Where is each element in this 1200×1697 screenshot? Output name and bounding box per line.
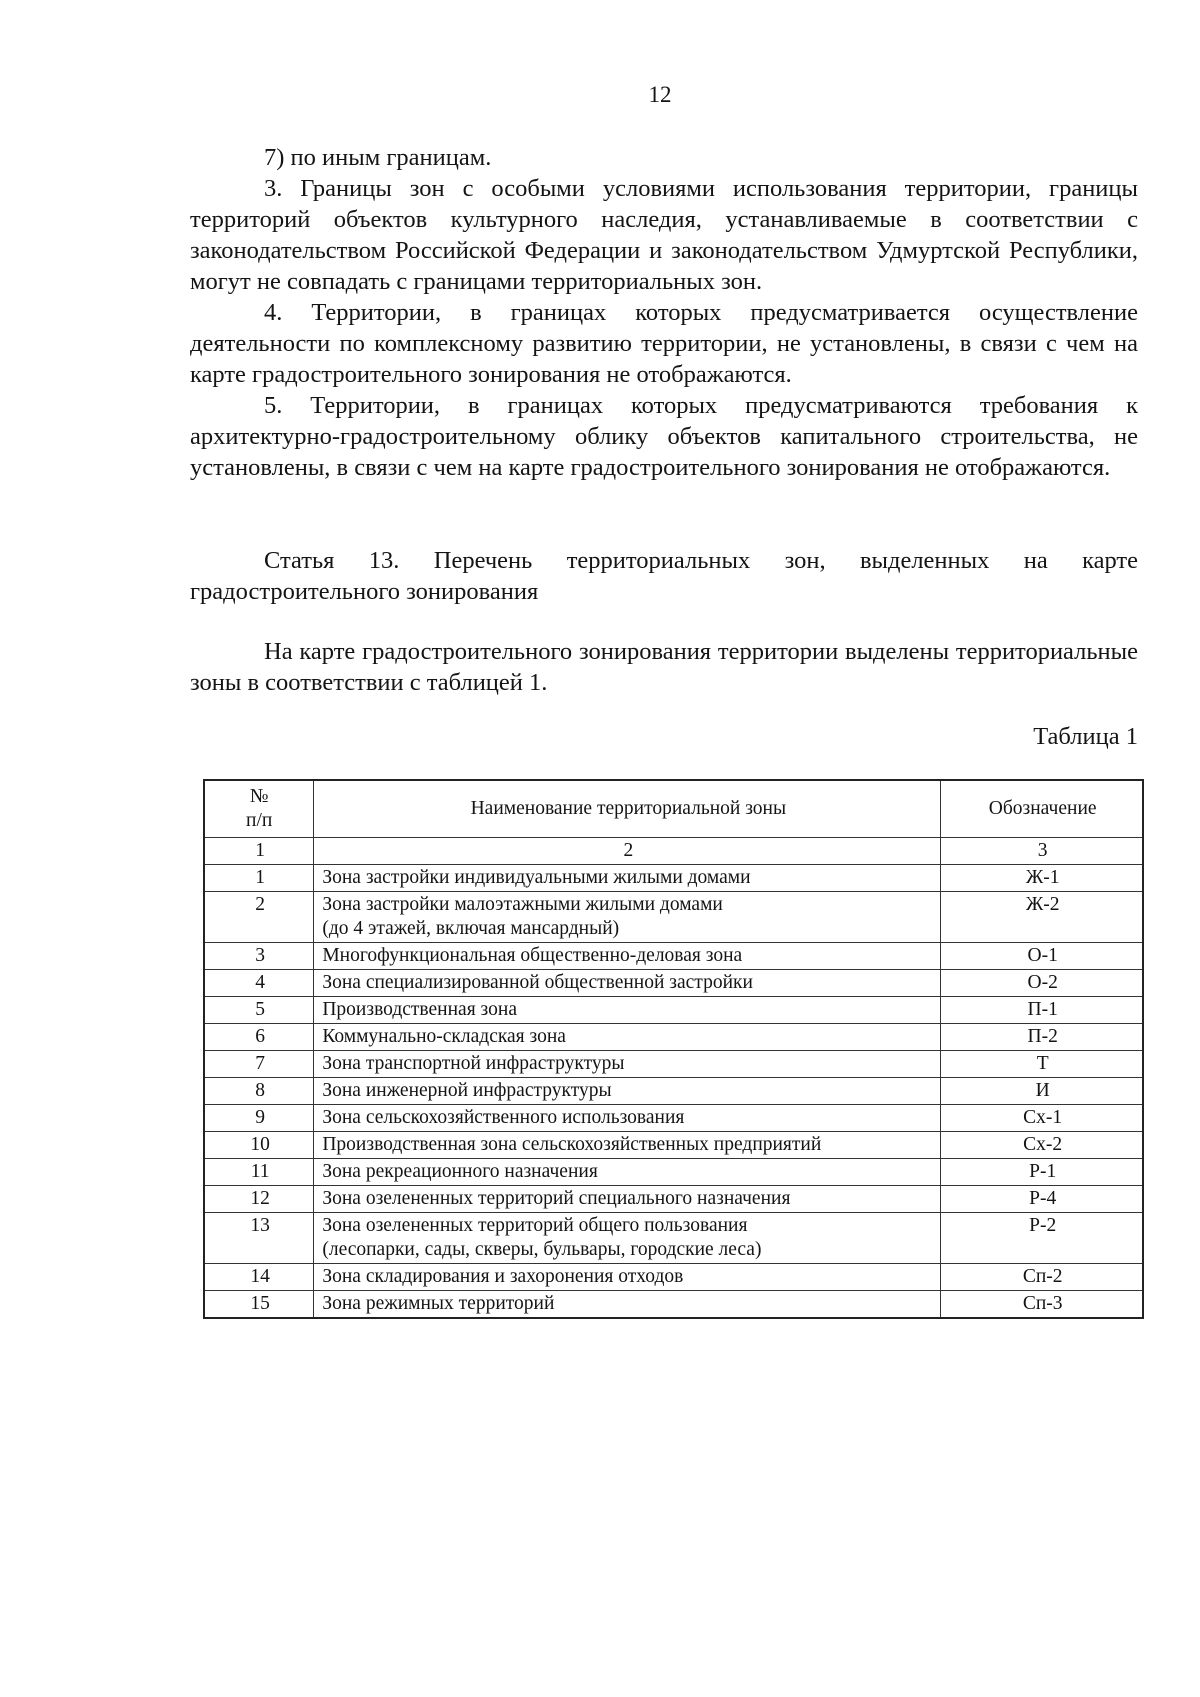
zone-code: Т: [941, 1051, 1143, 1078]
article-heading: Статья 13. Перечень территориальных зон, выделенных на карте градостроительного зонирования: [190, 547, 1138, 605]
row-number: 4: [204, 970, 314, 997]
table-header-row: [204, 780, 1143, 838]
header-code: Обозначение: [941, 780, 1143, 838]
zone-code: Р-4: [941, 1186, 1143, 1213]
zone-name: Зона сельскохозяйственного использования: [322, 1107, 685, 1128]
table-row: [204, 970, 1143, 997]
table-row: [204, 865, 1143, 892]
zones-table-body: [204, 865, 1143, 1319]
row-number: 14: [204, 1264, 314, 1291]
column-number: 2: [314, 838, 941, 865]
zone-name: Зона озелененных территорий специального назначения: [322, 1188, 791, 1209]
header-num: [204, 780, 314, 838]
table-row: [204, 1105, 1143, 1132]
zone-name-cell: [314, 1024, 941, 1051]
article-intro-block: [190, 636, 1138, 698]
table-row: [204, 943, 1143, 970]
zone-code: П-1: [941, 997, 1143, 1024]
column-number: 1: [204, 838, 314, 865]
paragraph-item-7: 7) по иным границам.: [264, 144, 492, 171]
column-number: 3: [941, 838, 1143, 865]
zone-name-cell: [314, 1186, 941, 1213]
zone-name-cell: [314, 1291, 941, 1319]
row-number: 11: [204, 1159, 314, 1186]
header-name: Наименование территориальной зоны: [314, 780, 941, 838]
header-num-symbol: №: [249, 786, 269, 807]
zone-name: Многофункциональная общественно-деловая зона: [322, 945, 743, 966]
body-text: [190, 142, 1138, 483]
zone-name-cell: [314, 1132, 941, 1159]
zone-code: Р-1: [941, 1159, 1143, 1186]
row-number: 1: [204, 865, 314, 892]
row-number: 3: [204, 943, 314, 970]
zone-code: Ж-2: [941, 892, 1143, 943]
zone-name: Зона режимных территорий: [322, 1293, 555, 1314]
zone-name-cell: [314, 1264, 941, 1291]
zone-name-cell: [314, 1051, 941, 1078]
table-row: [204, 892, 1143, 943]
zone-code: Сх-2: [941, 1132, 1143, 1159]
zone-name: Зона застройки индивидуальными жилыми домами: [322, 867, 751, 888]
zones-table: [203, 779, 1144, 1319]
header-num-label: п/п: [246, 810, 273, 831]
table-row: [204, 1213, 1143, 1264]
zone-name: Зона озелененных территорий общего пользования: [322, 1215, 748, 1236]
row-number: 9: [204, 1105, 314, 1132]
article-heading-block: [190, 545, 1138, 607]
zone-name-cell: [314, 997, 941, 1024]
row-number: 13: [204, 1213, 314, 1264]
table-row: [204, 1159, 1143, 1186]
table-row: [204, 1132, 1143, 1159]
zone-code: О-2: [941, 970, 1143, 997]
zone-name-continuation: (до 4 этажей, включая мансардный): [322, 918, 620, 939]
zone-name-cell: [314, 1213, 941, 1264]
zone-name: Зона специализированной общественной застройки: [322, 972, 753, 993]
row-number: 6: [204, 1024, 314, 1051]
row-number: 7: [204, 1051, 314, 1078]
table-row: [204, 1186, 1143, 1213]
zone-name-cell: [314, 1078, 941, 1105]
row-number: 5: [204, 997, 314, 1024]
zone-code: Р-2: [941, 1213, 1143, 1264]
table-row: [204, 1291, 1143, 1319]
zone-name: Производственная зона: [322, 999, 517, 1020]
zone-code: Сх-1: [941, 1105, 1143, 1132]
zone-name-cell: [314, 865, 941, 892]
row-number: 15: [204, 1291, 314, 1319]
table-row: [204, 1051, 1143, 1078]
table-row: [204, 997, 1143, 1024]
row-number: 8: [204, 1078, 314, 1105]
row-number: 2: [204, 892, 314, 943]
zone-name: Зона транспортной инфраструктуры: [322, 1053, 625, 1074]
page-number: 12: [648, 82, 672, 107]
zone-name-continuation: (лесопарки, сады, скверы, бульвары, городские леса): [322, 1239, 762, 1260]
row-number: 12: [204, 1186, 314, 1213]
table-caption: Таблица 1: [1033, 723, 1138, 750]
zone-code: О-1: [941, 943, 1143, 970]
table-row: [204, 1078, 1143, 1105]
zone-name: Зона складирования и захоронения отходов: [322, 1266, 684, 1287]
zone-name-cell: [314, 943, 941, 970]
paragraph-5: 5. Территории, в границах которых предусматриваются требования к архитектурно-градостроительному облику объектов капитального строительства, не установлены, в связи с чем на карте градостроительного зонирования не отображаются.: [190, 392, 1138, 481]
column-numbers-row: [204, 838, 1143, 865]
paragraph-3: 3. Границы зон с особыми условиями использования территории, границы территорий объектов культурного наследия, устанавливаемые в соответствии с законодательством Российской Федерации и законодательством Удмуртской Республики, могут не совпадать с границами территориальных зон.: [190, 175, 1138, 295]
zone-code: Сп-3: [941, 1291, 1143, 1319]
zone-name-cell: [314, 970, 941, 997]
zone-name-cell: [314, 892, 941, 943]
zone-name: Зона рекреационного назначения: [322, 1161, 598, 1182]
article-intro: На карте градостроительного зонирования территории выделены территориальные зоны в соответствии с таблицей 1.: [190, 638, 1138, 696]
zone-name: Производственная зона сельскохозяйственных предприятий: [322, 1134, 822, 1155]
paragraph-4: 4. Территории, в границах которых предусматривается осуществление деятельности по комплексному развитию территории, не установлены, в связи с чем на карте градостроительного зонирования не отображаются.: [190, 299, 1138, 388]
table-row: [204, 1024, 1143, 1051]
zone-name-cell: [314, 1105, 941, 1132]
zone-code: П-2: [941, 1024, 1143, 1051]
zone-name: Зона инженерной инфраструктуры: [322, 1080, 612, 1101]
zone-name: Зона застройки малоэтажными жилыми домами: [322, 894, 723, 915]
row-number: 10: [204, 1132, 314, 1159]
zone-code: И: [941, 1078, 1143, 1105]
zone-code: Ж-1: [941, 865, 1143, 892]
table-row: [204, 1264, 1143, 1291]
zone-code: Сп-2: [941, 1264, 1143, 1291]
zone-name: Коммунально-складская зона: [322, 1026, 566, 1047]
zone-name-cell: [314, 1159, 941, 1186]
